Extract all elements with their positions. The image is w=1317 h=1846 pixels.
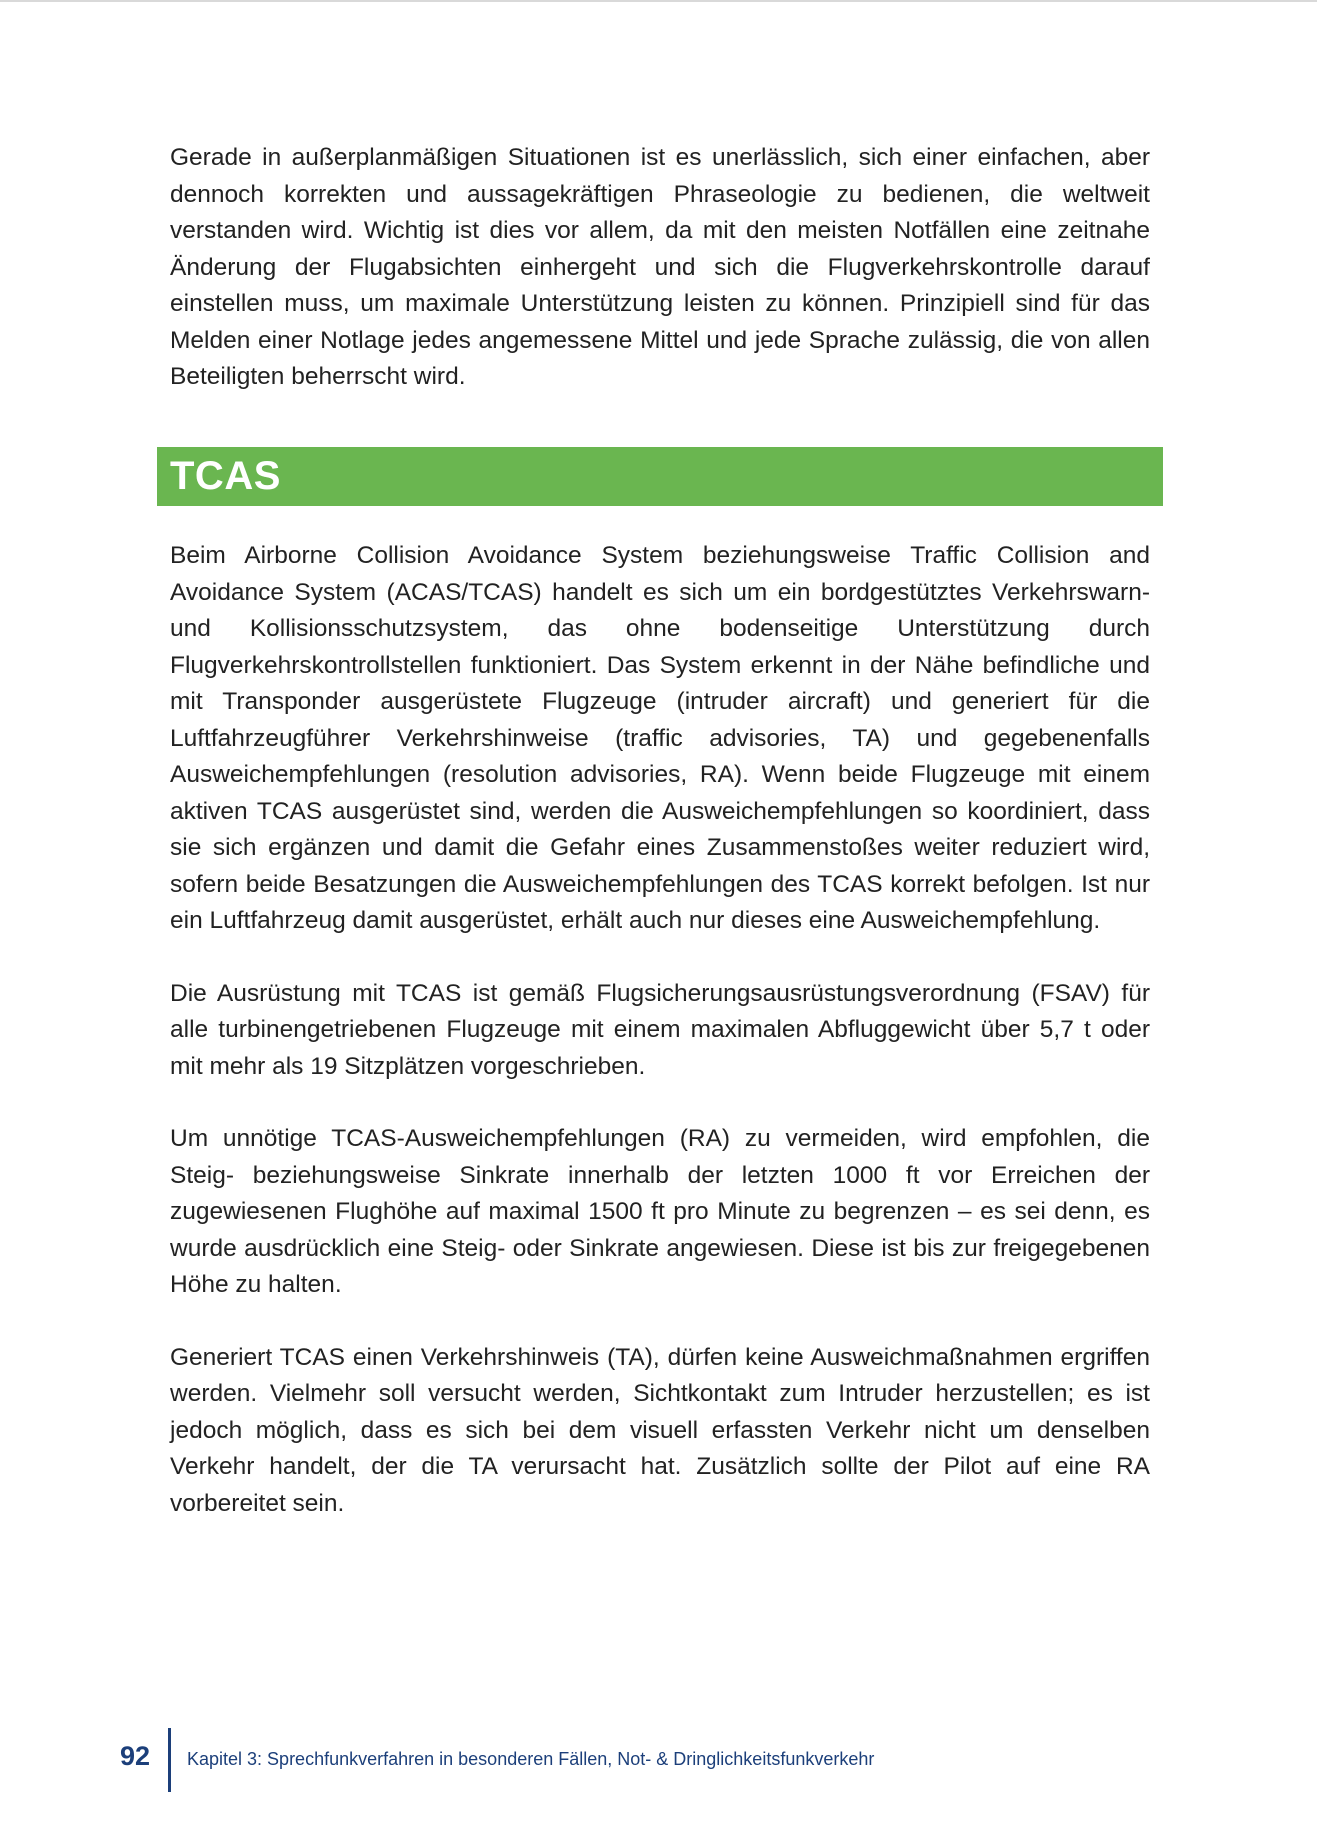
intro-paragraph: Gerade in außerplanmäßigen Situationen ist es unerlässlich, sich einer einfachen, aber dennoch korrekten und aussagekräftigen Phraseologie zu bedienen, die weltweit verstanden wird. Wichtig ist dies vor allem, da mit den meisten Notfällen eine zeitnahe Änderung der Flugabsichten einhergeht und sich die Flugverkehrskontrolle darauf einstellen muss, um maximale Unterstützung leisten zu können. Prinzipiell sind für das Melden einer Notlage jedes angemessene Mittel und jede Sprache zulässig, die von allen Beteiligten beherrscht wird. [170,144,1150,390]
footer-divider [168,1728,171,1792]
section-body [170,538,1150,1522]
body-paragraph: Beim Airborne Collision Avoidance System beziehungsweise Traffic Collision and Avoidance System (ACAS/TCAS) handelt es sich um ein bordgestütztes Verkehrswarn- und Kollisionsschutzsystem, das ohne bodenseitige Unterstützung durch Flugverkehrskontrollstellen funktioniert. Das System erkennt in der Nähe befindliche und mit Transponder ausgerüstete Flugzeuge (intruder aircraft) und generiert für die Luftfahrzeugführer Verkehrshinweise (traffic advisories, TA) und gegebenenfalls Ausweichempfehlungen (resolution advisories, RA). Wenn beide Flugzeuge mit einem aktiven TCAS ausgerüstet sind, werden die Ausweichempfehlungen so koordiniert, dass sie sich ergänzen und damit die Gefahr eines Zusammenstoßes weiter reduziert wird, sofern beide Besatzungen die Ausweichempfehlungen des TCAS korrekt befolgen. Ist nur ein Luftfahrzeug damit ausgerüstet, erhält auch nur dieses eine Ausweichempfehlung. [170,542,1150,934]
section-heading: TCAS [170,454,281,498]
chapter-title: Kapitel 3: Sprechfunkverfahren in besonderen Fällen, Not- & Dringlichkeitsfunkverkehr [187,1749,875,1769]
top-rule [0,0,1317,2]
body-paragraph: Die Ausrüstung mit TCAS ist gemäß Flugsicherungsausrüstungsverordnung (FSAV) für alle turbinengetriebenen Flugzeuge mit einem maximalen Abfluggewicht über 5,7 t oder mit mehr als 19 Sitzplätzen vorgeschrieben. [170,979,1150,1080]
body-paragraph: Um unnötige TCAS-Ausweichempfehlungen (RA) zu vermeiden, wird empfohlen, die Steig- beziehungsweise Sinkrate innerhalb der letzten 1000 ft vor Erreichen der zugewiesenen Flughöhe auf maximal 1500 ft pro Minute zu begrenzen – es sei denn, es wurde ausdrücklich eine Steig- oder Sinkrate angewiesen. Diese ist bis zur freigegebenen Höhe zu halten. [170,1125,1150,1298]
body-paragraph: Generiert TCAS einen Verkehrshinweis (TA), dürfen keine Ausweichmaßnahmen ergriffen werden. Vielmehr soll versucht werden, Sichtkontakt zum Intruder herzustellen; es ist jedoch möglich, dass es sich bei dem visuell erfassten Verkehr nicht um denselben Verkehr handelt, der die TA verursacht hat. Zusätzlich sollte der Pilot auf eine RA vorbereitet sein. [170,1343,1150,1517]
intro-section [170,140,1150,396]
section-heading-bar [157,447,1163,506]
page-number: 92 [120,1741,151,1771]
page-footer [0,1725,1317,1795]
